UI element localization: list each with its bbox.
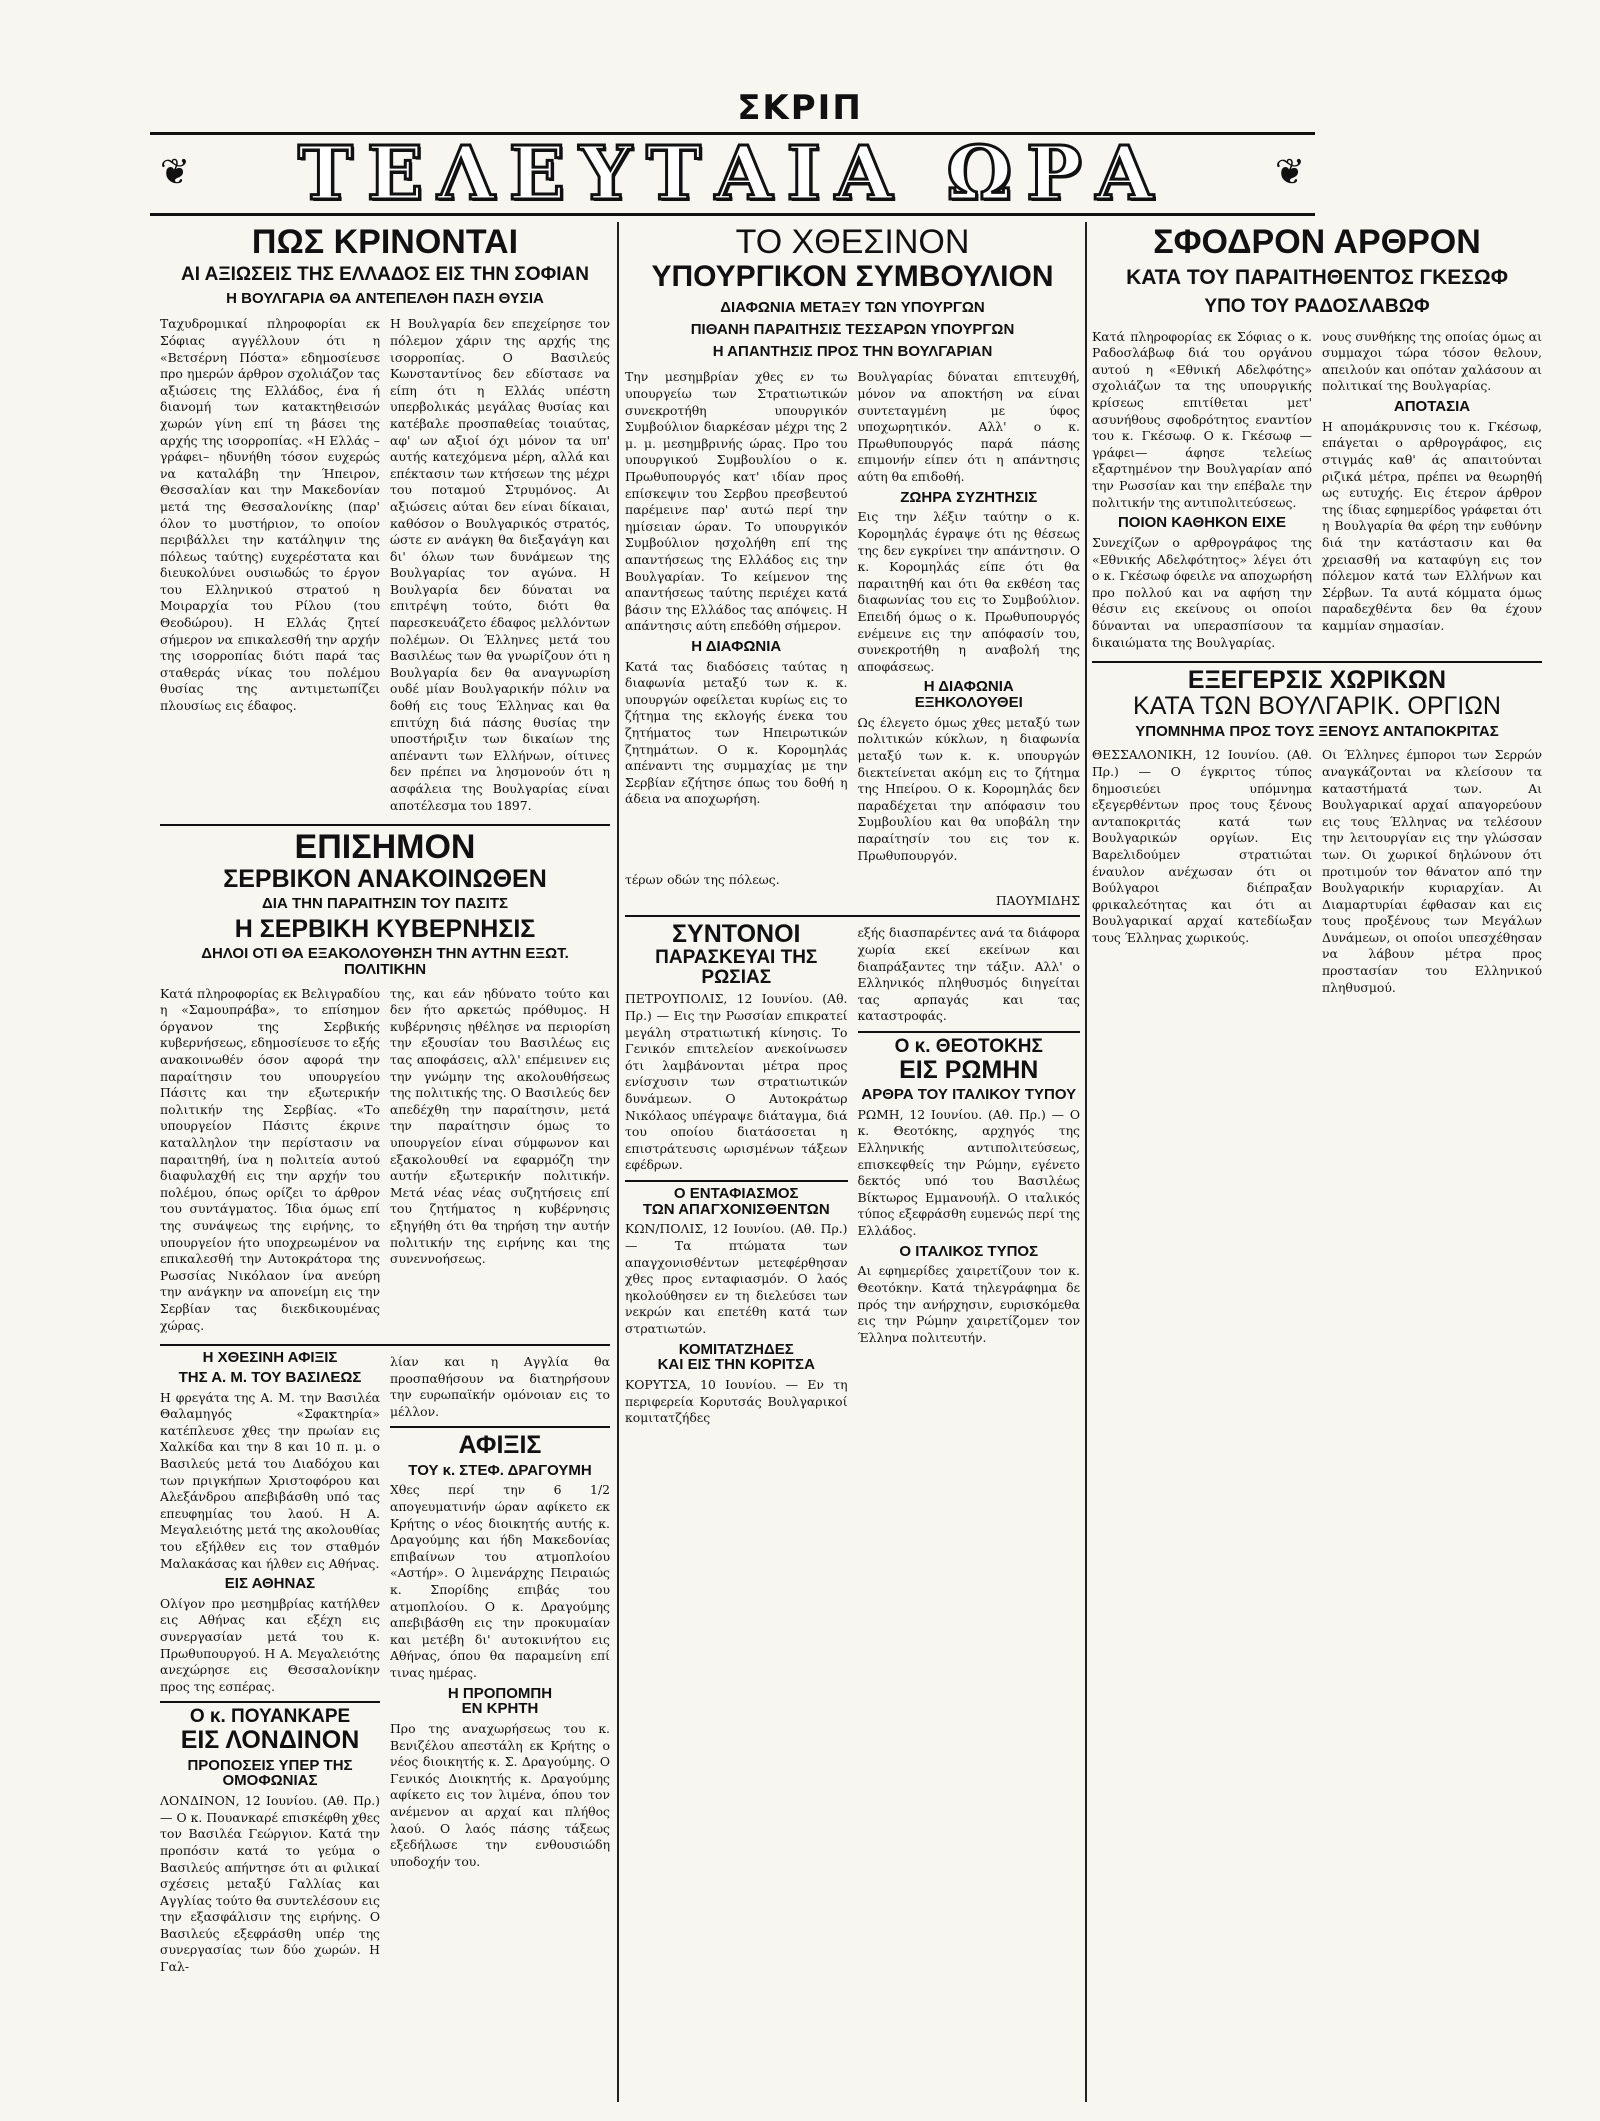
subheadline: ΑΙ ΑΞΙΩΣΕΙΣ ΤΗΣ ΕΛΛΑΔΟΣ ΕΙΣ ΤΗΝ ΣΟΦΙΑΝ (181, 263, 589, 285)
paragraph: εξής διασπαρέντες ανά τα διάφορα χωρία εκεί εκείνων και διαπράξαντες την τάξιν. Αλλ' ο Ελληνικός πληθυσμός διηγείται τας αρπαγάς και τας καταστροφάς. (857, 925, 1080, 1024)
paragraph: Βουλγαρίας δύναται επιτευχθή, μόνον να αποκτήση να είναι συντεταγμένη με ύφος υποχωρητικόν. Αλλ' ο κ. Πρωθυπουργός παρά πάσης επιμονήν είπεν ότι η απάντησις αύτη θα επιδοθή. (857, 369, 1080, 484)
paragraph: ΛΟΝΔΙΝΟΝ, 12 Ιουνίου. (Αθ. Πρ.) — Ο κ. Πουανκαρέ επισκέφθη χθες τον Βασιλέα Γεώργιον. Κατά την προπόσιν κατά το γεύμα ο Βασιλεύς απήντησε ότι αι φιλικαί σχέσεις μεταξύ Γαλλίας και Αγγλίας τούτο θα συντελέσουν εις την εξασφάλισιν της ειρήνης. Ο Βασιλεύς εξεφράσθη υπέρ της συνεργασίας των δύο χωρών. Η Γαλ- (160, 1793, 380, 1975)
headline: ΠΩΣ ΚΡΙΝΟΝΤΑΙ (251, 225, 519, 261)
paragraph: Οι Έλληνες έμποροι των Σερρών αναγκάζονται να κλείσουν τα καταστήματά των. Αι Βουλγαρικαί αρχαί απαγορεύουν εις τους Έλληνας να τελέσουν την λειτουργίαν εις την γλώσσαν των. Οι χωρικοί δηλώνουν ότι προτιμούν τον θάνατον από την Βουλγαρικήν κυριαρχίαν. Αι Διαμαρτυρίαι έφθασαν και εις τους προξένους των Μεγάλων Δυνάμεων, οι οποίοι υπεσχέθησαν να λάβουν μέτρα προς προστασίαν του Ελληνικού πληθυσμού. (1322, 747, 1542, 995)
subheadline: ΠΙΘΑΝΗ ΠΑΡΑΙΤΗΣΙΣ ΤΕΣΣΑΡΩΝ ΥΠΟΥΡΓΩΝ (690, 320, 1015, 338)
headline: ΣΥΝΤΟΝΟΙ (672, 920, 801, 949)
paragraph: λίαν και η Αγγλία θα προσπαθήσουν να διατηρήσουν την ευρωπαϊκήν ομόνοιαν εις το μέλλον. (390, 1354, 610, 1419)
headline: Ο ΕΝΤΑΦΙΑΣΜΟΣ (673, 1184, 799, 1202)
paragraph: νους συνθήκης της οποίας όμως αι συμμαχοι τώρα τόσον θελουν, απειλούν και οπόταν χαλάσουν αι πολιτικαί της Βουλγαρίας. (1322, 328, 1542, 394)
subheadline: ΕΙΣ ΛΟΝΔΙΝΟΝ (180, 1726, 360, 1755)
banner-title: ΤΕΛΕΥΤΑΙΑ ΩΡΑ (297, 131, 1168, 217)
subheadline: ΕΞΗΚΟΛΟΥΘΕΙ (914, 694, 1023, 712)
middle-column (625, 225, 1080, 2105)
headline: ΚΟΜΙΤΑΤΖΗΔΕΣ (678, 1340, 794, 1358)
ornament-left-icon: ❦ (159, 152, 191, 193)
paragraph: ΚΟΡΥΤΣΑ, 10 Ιουνίου. — Εν τη περιφερεία Κορυτσάς Βουλγαρικοί κομιτατζήδες (625, 1377, 848, 1426)
article-body (160, 982, 610, 1338)
subheadline: ΕΝ ΚΡΗΤΗ (461, 1700, 539, 1718)
banner (150, 132, 1315, 216)
subheadline: ΚΑΤΑ ΤΩΝ ΒΟΥΛΓΑΡΙΚ. ΟΡΓΙΩΝ (1133, 692, 1501, 721)
subheadline: ΔΗΛΟΙ ΟΤΙ ΘΑ ΕΞΑΚΟΛΟΥΘΗΣΗ ΤΗΝ ΑΥΤΗΝ ΕΞΩΤ. ΠΟΛΙΤΙΚΗΝ (201, 945, 569, 978)
subheadline: Η ΔΙΑΦΩΝΙΑ (691, 637, 782, 655)
headline: Η ΧΘΕΣΙΝΗ ΑΦΙΞΙΣ (202, 1349, 338, 1367)
paragraph: της, και εάν ηδύνατο τούτο και δεν ήτο αρκετώς πρόθυμος. Η κυβέρνησις ηθέλησε να περιορίση την εξουσίαν του Βασιλέως εις τας αποφάσεις, αλλ' επέμεινεν εις την γνώμην της ακολουθήσεως της πολιτικής της. Ο Βασιλεύς δεν απεδέχθη την παραίτησιν, μετά την παραίτησιν όμως το υπουργείον είναι σύμφωνον και εξακολουθεί να εφαρμόζη την αυτήν εξωτερικήν πολιτικήν. Μετά νέας νέας συζητήσεις επί του ζητήματος η κυβέρνησις εξηγήθη ότι θα τηρήση την αυτήν πολιτικήν της ειρήνης και της συνεννοήσεως. (390, 985, 610, 1267)
article-body (625, 365, 1080, 868)
paragraph: Η Βουλγαρία δεν επεχείρησε τον πόλεμον χάριν της αρχής της ισορροπίας. Ο Βασιλεύς Κωνσταντίνος δεν εδίστασε να είπη ότι η Ελλάς υπέστη υπερβολικάς μεγάλας θυσίας και κατέβαλε προσπαθείας τοιαύτας, αφ' ων αξιοί όχι μόνον τα υπ' αυτής κατεχόμενα μέρη, αλλά και επέκτασιν των κτήσεων της μέχρι του ποταμού Στρυμόνος. Αι αξιώσεις αύται δεν είναι δίκαιαι, καθόσον ο Βουλγαρικός στρατός, ώστε εν ανάγκη θα διεξαγάγη και δι' όλων των δυνάμεων της Βουλγαρίας τον αγώνα. Η Βουλγαρία δεν δύναται να επιτρέψη τούτο, διότι θα παρεσκευάζετο έδαφος μελλόντων πολέμων. Οι Έλληνες μετά του Βασιλέως των θα γνωρίζουν ότι η Βουλγαρία δεν θα αναγνωρίση ουδέ μίαν Βουλγαρικήν πόλιν να δοθή εις τους Έλληνας και θα επιτύχη διά πάσης θυσίας την υποστήριξιν των δικαίων της απέναντι των Ελλήνων, οίτινες δεν πρέπει να λησμονούν ότι η ασφάλεια της Βουλγαρίας είναι αποτέλεσμα του 1897. (390, 316, 610, 813)
article-body (160, 1344, 610, 1980)
paragraph: Κατά τας διαδόσεις ταύτας η διαφωνία μεταξύ των κ. κ. υπουργών οφείλεται κυρίως εις το ζήτημα της εκλογής ένεκα του ζητήματος των Ηπειρωτικών ζητημάτων. Ο κ. Κορομηλάς απέναντι της συμμαχίας με την Σερβίαν εζήτησε όπως του δοθή η άδεια να αποχωρήση. (625, 658, 848, 807)
paragraph: Κατά πληροφορίας εκ Σόφιας ο κ. Ραδοσλάβωφ διά του οργάνου αυτού η «Εθνική Αδελφότης» σχολιάζων τα της υπουργικής κρίσεως επιτίθεται μετ' ασυνήθους σφοδρότητος εναντίον του κ. Γκέσωφ. Ο κ. Γκέσωφ —γράφει— άφησε τελείως εξαρτημένον την Βουλγαρίαν από την Ρωσσίαν και την επέβαλε την πολιτικήν της αντιπολιτεύσεως. (1092, 328, 1312, 510)
subheadline: ΠΑΡΑΣΚΕΥΑΙ ΤΗΣ ΡΩΣΙΑΣ (655, 946, 818, 988)
paragraph: Την μεσημβρίαν χθες εν τω υπουργείω των Στρατιωτικών συνεκροτήθη υπουργικόν Συμβούλιον διαρκέσαν μέχρι της 2 μ. μ. μεσημβρινής ώρας. Προ του υπουργικού Συμβουλίου ο κ. Πρωθυπουργός κατ' ιδίαν προς επίσκεψιν του Σερβου πρεσβευτού παρέμεινε παρ' αυτώ περί την ημίσειαν ώραν. Το υπουργικόν Συμβούλιον ησχολήθη επί της απαντήσεως της Ελλάδος εις την Βουλγαρίαν. Το κείμενον της απαντήσεως ταύτης περιέχει κατά βάσιν της Ελλάδος τας απόψεις. Η απάντησις αύτη επεδόθη σήμερον. (625, 369, 848, 634)
subheadline: ΤΟΥ κ. ΣΤΕΦ. ΔΡΑΓΟΥΜΗ (408, 1461, 592, 1479)
article-body (1092, 743, 1542, 1000)
subheadline: ΕΙΣ ΡΩΜΗΝ (899, 1055, 1039, 1084)
newspaper-name: ΣΚΡΙΠ (737, 88, 863, 128)
subheadline: ΥΠΟΜΝΗΜΑ ΠΡΟΣ ΤΟΥΣ ΞΕΝΟΥΣ ΑΝΤΑΠΟΚΡΙΤΑΣ (1135, 722, 1499, 740)
paragraph: τέρων οδών της πόλεως. (625, 872, 780, 888)
subheadline: Η ΠΡΟΠΟΜΠΗ (447, 1684, 553, 1702)
paragraph: Ταχυδρομικαί πληροφορίαι εκ Σόφιας αγγέλλουν ότι η «Βετσέρνη Πόστα» εδημοσίευσε προ ημερών άρθρον σχολιάζον τας αξιώσεις της Ελλάδος, ένα ή διανομή των κατακτηθεισών χωρών γίνη επί τη βάσει της αρχής της ισορροπίας. «Η Ελλάς –γράφει– ηδυνήθη τόσον ευχερώς να καταλάβη την Ήπειρον, Θεσσαλίαν και την Μακεδονίαν μετά της Θεσσαλονίκης (παρ' όλον το μυστήριον, το οποίον περιβάλλει την κατάληψιν της πόλεως ταύτης) ευχερέστατα και διευκολύνει ουσιωδώς το έργον του Ελληνικού στρατού η Μοιραρχία του Ρίλου (του Θεοδώρου). Η Ελλάς ζητεί σήμερον να επικαλεσθή την αρχήν της ισορροπίας διότι παρά τας σταθεράς νίκας του πολέμου θυσίας της αντιμετωπίζει πλουσίως εις έδαφος. (160, 316, 380, 714)
headline: ΑΦΙΞΙΣ (458, 1431, 542, 1460)
paragraph: Ολίγον προ μεσημβρίας κατήλθεν εις Αθήνας και εξέχη εις συνεργασίαν μετά του κ. Πρωθυπουργού. Η Α. Μεγαλειότης ανεχώρησε εις Θεσσαλονίκην προς της εσπέρας. (160, 1595, 380, 1694)
paragraph: Αι εφημερίδες χαιρετίζουν τον κ. Θεοτόκην. Κατά τηλεγράφημα δε πρός την ανήρχησιν, ευρισκόμεθα εις την Ρώμην χαιρετίζομεν τον Έλληνα πολιτευτήν. (857, 1263, 1080, 1345)
headline: ΕΞΕΓΕΡΣΙΣ ΧΩΡΙΚΩΝ (1187, 666, 1447, 695)
signature: ΠΑΟΥΜΙΔΗΣ (995, 892, 1080, 908)
subheadline: Η ΣΕΡΒΙΚΗ ΚΥΒΕΡΝΗΣΙΣ (234, 914, 536, 943)
paragraph: Προ της αναχωρήσεως του κ. Βενιζέλου απεστάλη εκ Κρήτης ο νέος διοικητής κ. Σ. Δραγούμης. Ο Γενικός Διοικητής κ. Δραγούμης αφίκετο εις τον λιμένα, όπου τον ανέμενον αι αρχαί και πλήθος λαού. Ο λαός πάσης τάξεως εξεδήλωσε την ενθουσιώδη υποδοχήν του. (390, 1721, 610, 1869)
left-column (160, 225, 610, 2105)
paragraph: ΚΩΝ/ΠΟΛΙΣ, 12 Ιουνίου. (Αθ. Πρ.) — Τα πτώματα των απαγχονισθέντων μετεφέρθησαν χθες προς ενταφιασμόν. Ο λαός ηκολούθησεν εν τη διελεύσει των νεκρών και επετέθη κατά των στρατιωτών. (625, 1221, 848, 1337)
subheadline: ΚΑΤΑ ΤΟΥ ΠΑΡΑΙΤΗΘΕΝΤΟΣ ΓΚΕΣΩΦ (1126, 265, 1508, 289)
subheadline: ΖΩΗΡΑ ΣΥΖΗΤΗΣΙΣ (900, 488, 1038, 506)
article-body (160, 312, 610, 818)
paragraph: Εις την λέξιν ταύτην ο κ. Κορομηλάς έγραψε ότι ης θέσεως της δεν εγκρίνει την απάντησιν. Ο κ. Κορομηλάς είπε ότι θα παραιτηθή και ότι θα εκθέση τας διαφωνίας του εις το Συμβούλιον. Επειδή όμως ο κ. Πρωθυπουργός ενέμεινε εις την απόφασίν του, συνεκροτήθη η αναβολή της αποφάσεως. (857, 509, 1080, 674)
paragraph: Η απομάκρυνσις του κ. Γκέσωφ, επάγεται ο αρθρογράφος, εις στιγμάς καθ' άς απαιτούνται ριζικά μέτρα, πρέπει να θεωρηθή ως ευτυχής. Εις έτερον άρθρον της ίδιας εφημερίδος γράφεται ότι η Βουλγαρία θα φέρη την ευθύνην διά την κατάστασιν και θα χρειασθή να καταφύγη εις τον πόλεμον κατά των Ελλήνων και Σέρβων. Τα αυτά κόμματα όμως παραδεχθέντα δεν θα έχουν καμμίαν σημασίαν. (1322, 418, 1542, 633)
subheadline: ΠΟΙΟΝ ΚΑΘΗΚΟΝ ΕΙΧΕ (1117, 514, 1287, 532)
subheadline: ΑΠΟΤΑΣΙΑ (1393, 398, 1471, 416)
article-body (625, 915, 1080, 1431)
right-column (1092, 225, 1542, 2105)
paragraph: ΠΕΤΡΟΥΠΟΛΙΣ, 12 Ιουνίου. (Αθ. Πρ.) — Εις την Ρωσσίαν επικρατεί μεγάλη στρατιωτική κίνησις. Το Γενικόν επιτελείον ανεκοίνωσεν ότι λαμβάνονται μέτρα προς ενίσχυσιν των στρατιωτικών δυνάμεων. Ο Αυτοκράτωρ Νικόλαος υπέγραψε διάταγμα, διά του οποίου διατάσσεται η επιστράτευσις ωρισμένων τάξεων εφέδρων. (625, 991, 848, 1173)
subheadline: ΚΑΙ ΕΙΣ ΤΗΝ ΚΟΡΙΤΣΑ (657, 1356, 815, 1374)
column-divider (1085, 222, 1087, 2102)
subheadline: Η ΔΙΑΦΩΝΙΑ (923, 678, 1014, 696)
subheadline: ΣΕΡΒΙΚΟΝ ΑΝΑΚΟΙΝΩΘΕΝ (223, 864, 547, 893)
headline: ΣΦΟΔΡΟΝ ΑΡΘΡΟΝ (1153, 225, 1481, 261)
headline: Ο κ. ΘΕΟΤΟΚΗΣ (894, 1035, 1043, 1057)
subheadline: ΔΙΑΦΩΝΙΑ ΜΕΤΑΞΥ ΤΩΝ ΥΠΟΥΡΓΩΝ (720, 299, 985, 317)
ornament-right-icon: ❦ (1274, 152, 1306, 193)
subheadline: Ο ΙΤΑΛΙΚΟΣ ΤΥΠΟΣ (899, 1242, 1039, 1260)
subheadline: Η ΑΠΑΝΤΗΣΙΣ ΠΡΟΣ ΤΗΝ ΒΟΥΛΓΑΡΙΑΝ (712, 342, 993, 360)
paragraph: Χθες περί την 6 1/2 απογευματινήν ώραν αφίκετο εκ Κρήτης ο νέος διοικητής αυτής κ. Δραγούμης και ήδη Μακεδονίας επιβαίνων του ατμοπλοίου «Αστήρ». Ο λιμενάρχης Πειραιώς κ. Σπορίδης επιβάς του ατμοπλοίου. Ο κ. Δραγούμης απεβιβάσθη εις την προκυμαίαν και μετέβη δι' αυτοκινήτου εις Αθήνας, όπου θα παραμείνη επί τινας ημέρας. (390, 1482, 610, 1680)
paragraph: Ως έλεγετο όμως χθες μεταξύ των πολιτικών κύκλων, η διαφωνία μεταξύ των κ. κ. υπουργών διεκτείνεται ακόμη εις το ζήτημα της Ηπείρου. Ο κ. Κορομηλάς δεν παραδέχεται την απόφασιν του Συμβουλίου και θα υποβάλη την παραίτησίν του εις τον κ. Πρωθυπουργόν. (857, 714, 1080, 863)
subheadline: ΤΗΣ Α. Μ. ΤΟΥ ΒΑΣΙΛΕΩΣ (178, 1368, 362, 1386)
paragraph: Κατά πληροφορίας εκ Βελιγραδίου η «Σαμουπράβα», το επίσημον όργανον της Σερβικής κυβερνήσεως, εδημοσίευσε το εξής ανακοινωθέν όσον αφορά την παραίτησιν του υπουργείου Πάσιτς και την εξωτερικήν πολιτικήν της Σερβίας. «Το υπουργείον Πάσιτς έκρινε καταλληλον την περίστασιν να παραιτηθή, ίνα η πολιτεία αυτού διαφυλαχθή εις την αρχήν του πολέμου, όπως ορίζει το άρθρον του συντάγματος. Ίδια όμως επί της συνάψεως της ειρήνης, το υπουργείον ήτο υποχρεωμένον να επικαλεσθή την Αυτοκράτορα της Ρωσσίας Νικόλαον ίνα ανεύρη την ανάγκην να απονείμη εις την Σερβίαν τας διεκδικουμένας χώρας. (160, 985, 380, 1333)
paragraph: Η φρεγάτα της Α. Μ. την Βασιλέα Θαλαμηγός «Σφακτηρία» κατέπλευσε χθες την πρωίαν εις Χαλκίδα και την 8 και 10 π. μ. ο Βασιλεύς μετά του Διαδόχου και των πριγκήπων Χριστοφόρου και Αλεξάνδρου απεβιβάσθη υπό τας επευφημίας του λαού. Η Α. Μεγαλειότης μετά της ακολουθίας του εξήλθεν εις τον σταθμόν Μαλακάσας και ήλθεν εις Αθήνας. (160, 1389, 380, 1571)
subheadline: ΤΩΝ ΑΠΑΓΧΟΝΙΣΘΕΝΤΩΝ (642, 1200, 830, 1218)
headline: ΕΠΙΣΗΜΟΝ (294, 828, 476, 867)
paragraph: Συνεχίζων ο αρθρογράφος της «Εθνικής Αδελφότητος» λέγει ότι ο κ. Γκέσωφ όφειλε να αποχωρήση προ πολλού και να αφήση την θέσιν εις εκείνους οι οποίοι δύνανται να υπερασπίσουν τα δικαιώματα της Βουλγαρίας. (1092, 534, 1312, 650)
paragraph: ΡΩΜΗ, 12 Ιουνίου. (Αθ. Πρ.) — Ο κ. Θεοτόκης, αρχηγός της Ελληνικής αντιπολιτεύσεως, επισκεφθείς την Ρώμην, εγένετο δεκτός υπό του Βασιλέως Βίκτωρος Εμμανουήλ. Ο ιταλικός τύπος εξεφράσθη ευμενώς περί της Ελλάδος. (857, 1106, 1080, 1238)
paragraph: ΘΕΣΣΑΛΟΝΙΚΗ, 12 Ιουνίου. (Αθ. Πρ.) — Ο έγκριτος τύπος δημοσιεύει υπόμνημα εξεγερθέντων προς τους ξένους ανταποκριτάς κατά των Βουλγαρικών οργίων. Εις Βαρελιδούμεν στρατιώται έναυλον ανέχωσαν ότι οι Βούλγαροι διέπραξαν φρικαλεότητας και ότι αι Βουλγαρικαί αρχαί κατεδίωξαν τους Έλληνας χωρικούς. (1092, 747, 1312, 945)
subheadline: ΔΙΑ ΤΗΝ ΠΑΡΑΙΤΗΣΙΝ ΤΟΥ ΠΑΣΙΤΣ (262, 895, 508, 913)
subheadline: ΥΠΟ ΤΟΥ ΡΑΔΟΣΛΑΒΩΦ (1204, 295, 1430, 317)
article-body (1092, 325, 1542, 655)
subheadline: ΑΡΘΡΑ ΤΟΥ ΙΤΑΛΙΚΟΥ ΤΥΠΟΥ (861, 1086, 1077, 1104)
headline: ΤΟ ΧΘΕΣΙΝΟΝ (735, 225, 970, 261)
subheadline: ΕΙΣ ΑΘΗΝΑΣ (224, 1575, 316, 1593)
subheadline: Η ΒΟΥΛΓΑΡΙΑ ΘΑ ΑΝΤΕΠΕΛΘΗ ΠΑΣΗ ΘΥΣΙΑ (226, 289, 544, 307)
headline: ΥΠΟΥΡΓΙΚΟΝ ΣΥΜΒΟΥΛΙΟΝ (651, 259, 1054, 293)
column-divider (617, 222, 619, 2102)
subheadline: ΠΡΟΠΟΣΕΙΣ ΥΠΕΡ ΤΗΣ ΟΜΟΦΩΝΙΑΣ (187, 1756, 353, 1790)
headline: Ο κ. ΠΟΥΑΝΚΑΡΕ (189, 1706, 351, 1728)
